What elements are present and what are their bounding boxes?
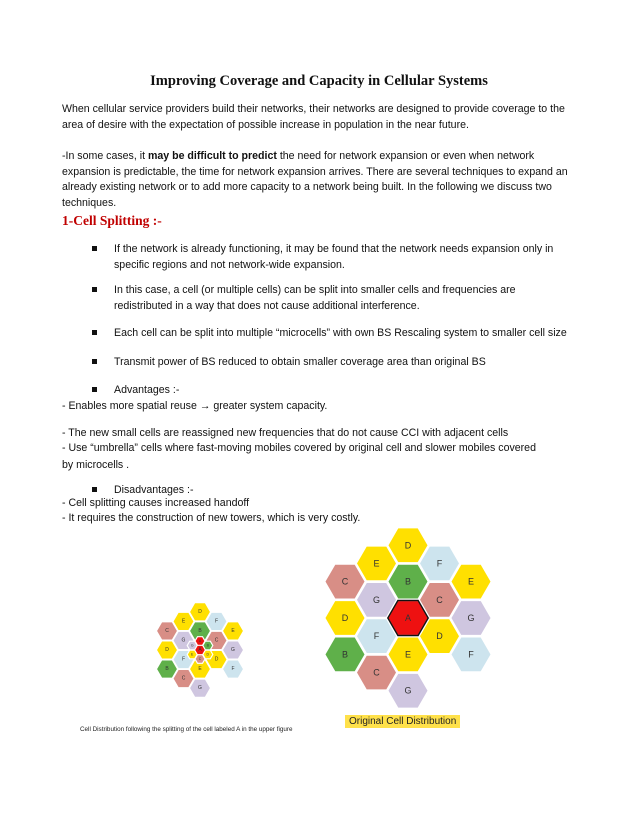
- hex-cell-label: G: [198, 685, 202, 692]
- split-cell-distribution-figure: [140, 590, 260, 710]
- page-title: Improving Coverage and Capacity in Cellular Systems: [150, 73, 488, 89]
- hex-cell-label: D: [165, 647, 169, 653]
- hex-cell-label: F: [214, 618, 219, 625]
- hex-cell-label: D: [206, 652, 210, 657]
- micro-hex-cell-4: [187, 650, 197, 659]
- disadvantage-line: - It requires the construction of new towers, which is very costly.: [62, 512, 361, 524]
- hex-cell-label: D: [214, 656, 219, 663]
- hex-cell-label: F: [436, 558, 443, 569]
- intro-paragraph: When cellular service providers build their networks, their networks are designed to provide coverage to the area of desire with the expectation of possible increase in population in the near future.: [62, 103, 565, 131]
- hex-cell-label: C: [373, 667, 380, 678]
- hex-cell-label: C: [198, 657, 202, 662]
- section-heading-cell-splitting: 1-Cell Splitting :-: [62, 213, 162, 228]
- bullet-square-icon: [92, 359, 97, 364]
- bullet-square-icon: [92, 246, 97, 251]
- hex-cell-label: G: [467, 613, 475, 623]
- original-figure-caption: Original Cell Distribution: [345, 715, 460, 728]
- techniques-paragraph: [62, 149, 572, 211]
- hex-cell-label: B: [404, 576, 412, 587]
- hex-cell-label: B: [206, 643, 209, 648]
- hex-cell-label: B: [165, 666, 169, 673]
- hex-cell-label: E: [181, 618, 186, 625]
- hex-cell-label: B: [198, 627, 202, 634]
- hex-cell-label: E: [467, 576, 475, 587]
- hex-cell-label: A: [404, 613, 412, 623]
- bullet-square-icon: [92, 287, 97, 292]
- techniques-text-start: -In some cases, it: [62, 150, 148, 162]
- bullet-square-icon: [92, 387, 97, 392]
- split-hex-cell-15: [222, 660, 243, 678]
- bullet-text: Disadvantages :-: [114, 484, 194, 496]
- bullet-text: Each cell can be split into multiple “microcells” with own BS Rescaling system to smaller cell size: [114, 327, 567, 339]
- split-hex-cell-17: [189, 679, 210, 697]
- hex-cell-label: C: [341, 576, 349, 587]
- disadvantage-line: - Cell splitting causes increased handoff: [62, 497, 250, 509]
- hex-cell-label: F: [373, 631, 380, 642]
- micro-hex-cell-5: [187, 641, 197, 650]
- split-figure-caption: Cell Distribution following the splitting of the cell labeled A in the upper figure: [80, 726, 293, 733]
- hex-cell-label: D: [436, 631, 443, 642]
- techniques-text-bold: may be difficult to predict: [147, 150, 277, 162]
- hex-cell-label: C: [165, 627, 169, 634]
- advantage-line: - Enables more spatial reuse → greater system capacity.: [62, 400, 328, 412]
- hex-cell-label: F: [181, 656, 186, 663]
- hex-cell-label: E: [404, 649, 412, 660]
- hex-cell-label: G: [231, 647, 235, 653]
- hex-cell-label: D: [198, 608, 202, 615]
- bullet-text: In this case, a cell (or multiple cells) can be split into smaller cells and frequencies are redistributed in a way that does not cause additional interference.: [114, 284, 516, 312]
- hex-cell-label: E: [373, 558, 380, 569]
- hex-cell-label: G: [190, 643, 194, 648]
- hex-cell-label: E: [231, 627, 235, 634]
- hex-cell-label: G: [181, 637, 186, 644]
- hex-cell-label: C: [214, 637, 219, 644]
- hex-cell-label: C: [436, 594, 443, 605]
- hex-cell-label: A: [198, 647, 202, 653]
- bullet-square-icon: [92, 330, 97, 335]
- hex-cell-label: D: [404, 540, 412, 551]
- hex-cell-label: E: [191, 652, 194, 657]
- hex-cell-label: A: [198, 638, 202, 643]
- hex-cell-label: F: [231, 666, 235, 673]
- bullet-text: Transmit power of BS reduced to obtain smaller coverage area than original BS: [114, 356, 486, 368]
- bullet-text: If the network is already functioning, it may be found that the network needs expansion only in specific regions and not network-wide expansion.: [114, 243, 554, 271]
- advantage-line: by microcells .: [62, 459, 130, 471]
- hex-cell-label: G: [404, 685, 412, 696]
- hex-cell-label: D: [341, 613, 349, 623]
- hex-cell-label: F: [468, 649, 474, 660]
- hex-cell-label: G: [372, 594, 381, 605]
- hex-cell-label: E: [198, 666, 202, 673]
- micro-hex-cell-1: [203, 641, 213, 650]
- hex-cell-label: B: [341, 649, 349, 660]
- bullet-text: Advantages :-: [114, 384, 180, 396]
- hex-cell-label: C: [181, 675, 186, 682]
- advantage-line: - Use “umbrella” cells where fast-moving mobiles covered by original cell and slower mobiles covered: [62, 442, 536, 454]
- techniques-text-end: the need for network expansion or even when network expansion is predictable, the time for network expansion arrives. There are several techniques to expand an already existing network or to add more capacity to a network being built. In the following we discuss two techniques.: [62, 150, 568, 209]
- bullet-square-icon: [92, 487, 97, 492]
- advantage-line: - The new small cells are reassigned new frequencies that do not cause CCI with adjacent cells: [62, 427, 509, 439]
- original-cell-distribution-figure: [318, 528, 498, 708]
